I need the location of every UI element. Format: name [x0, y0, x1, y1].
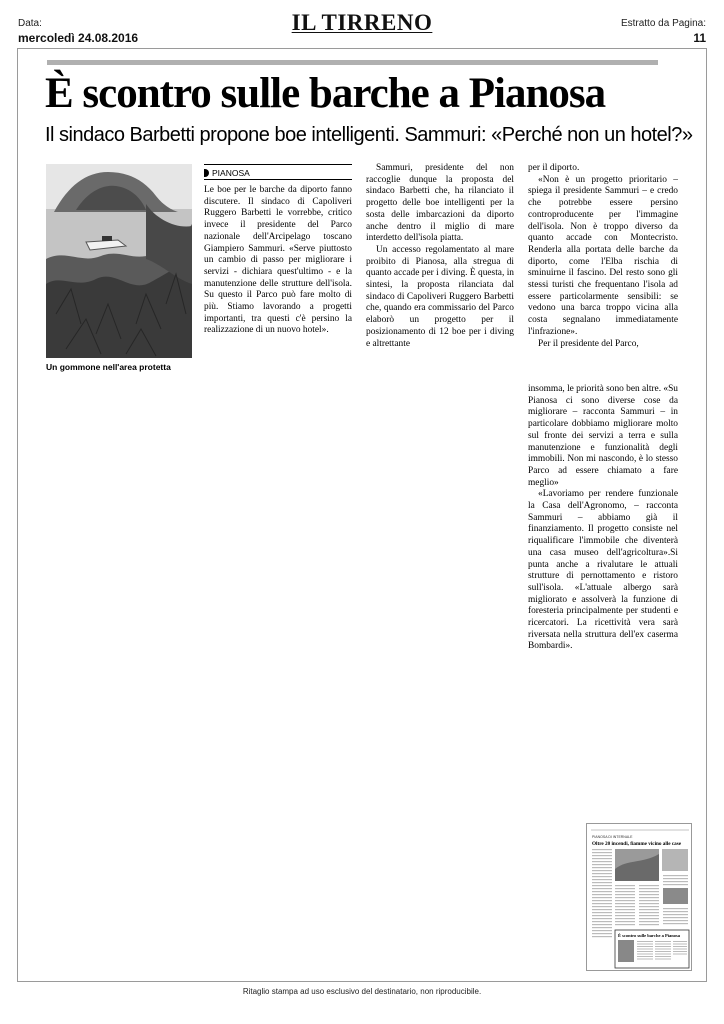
kicker-label: PIANOSA	[212, 168, 250, 178]
article-column-2	[366, 163, 514, 350]
page-label: Estratto da Pagina:	[620, 18, 706, 29]
article-photo	[46, 164, 192, 358]
photo-caption: Un gommone nell'area protetta	[46, 362, 171, 372]
article-column-3b	[528, 384, 678, 653]
page-number: 11	[693, 31, 706, 45]
thumbnail-article-title: È scontro sulle barche a Pianosa	[618, 933, 680, 938]
page-thumbnail-preview	[587, 824, 692, 971]
article-column-3	[528, 163, 678, 350]
section-kicker	[204, 168, 250, 178]
column-3-paragraph-2: «Non è un progetto prioritario – spiega il presidente Sammuri – e credo che potrebbe essere persino controproducente per l'immagine dell'isola. Non è troppo diverso da quanto accade con Montecristo. Renderla alla portata delle barche da diporto, come l'Elba rischia di sminuirne il fascino. Del resto sono gli stessi turisti che frequentano l'isola ad essere particolarmente sensibili: se vedono una barca troppo vicina alla costa segnalano immediatamente l'infrazione».	[528, 174, 678, 337]
thumbnail-kicker: PIANOSA DI INTERNALE	[592, 835, 633, 839]
column-1-paragraph-1: Le boe per le barche da diporto fanno discutere. Il sindaco di Capoliveri Ruggero Barbetti le vorrebbe, critico invece il presidente del Parco nazionale dell'Arcipelago toscano Giampiero Sammuri. «Serve piuttosto un cambio di passo per migliorare i servizi - dichiara quest'ultimo - e la manutenzione delle strutture dell'isola. Su questo il Parco può fare molto di più. Stiamo lavorando a progetti importanti, tra questi c'è persino la realizzazione di un nuovo hotel».	[204, 185, 352, 336]
thumbnail-headline: Oltre 20 incendi, fiamme vicino alle case	[592, 841, 682, 847]
column-3-paragraph-1: per il diporto.	[528, 163, 580, 173]
column-2-paragraph-1: Sammuri, presidente del non raccoglie dunque la proposta del sindaco Barbetti che, ha rilanciato il progetto delle boe intelligenti per la sosta delle imbarcazioni da diporto anche dentro il miglio di mare interdetto dell'isola piatta.	[366, 163, 514, 244]
kicker-bottom-rule	[204, 179, 352, 180]
article-headline: È scontro sulle barche a Pianosa	[45, 70, 606, 117]
kicker-marker-icon	[204, 169, 209, 177]
column-3b-paragraph-1: insomma, le priorità sono ben altre. «Su Pianosa ci sono diverse cose da migliorare – racconta Sammuri – in particolare dobbiamo migliorare molto sul fronte dei servizi a terra e sulla manutenzione e funzionalità degli immobili. Non mi nascondo, è lo stesso Parco ad essere chiamato a fare meglio»	[528, 384, 678, 488]
date-value: mercoledì 24.08.2016	[18, 31, 139, 45]
page-thumbnail	[586, 823, 692, 971]
top-gray-rule	[47, 60, 658, 65]
article-column-1	[204, 185, 352, 337]
column-3-paragraph-3: Per il presidente del Parco,	[538, 338, 639, 349]
column-3b-paragraph-2: «Lavoriamo per rendere funzionale la Casa dell'Agronomo, – racconta Sammuri – abbiamo già il finanziamento. Il progetto consiste nel riqualificare l'immobile che diventerà una casa museo dell'agricoltura».Si punta anche a rivalutare le attuali strutture di pernottamento e ristoro sull'isola. «L'attuale albergo sarà migliorato e assolverà la funzione di foresteria principalmente per studenti e ricercatori. La ricettività vera sarà riversata nella struttura dell'ex caserma Bombardi».	[528, 489, 678, 652]
column-2-paragraph-2: Un accesso regolamentato al mare proibito di Pianosa, alla stregua di quanto accade per i diving. È questa, in sintesi, la proposta rilanciata dal sindaco di Capoliveri Ruggero Barbetti che, quando era commissario del Parco elaborò un progetto per il posizionamento di 12 boe per i diving e altrettante	[366, 244, 514, 349]
kicker-top-rule	[204, 164, 352, 165]
photo-island-boat	[46, 164, 192, 358]
article-subhead: Il sindaco Barbetti propone boe intelligenti. Sammuri: «Perché non un hotel?»	[45, 124, 693, 146]
footer-disclaimer: Ritaglio stampa ad uso esclusivo del destinatario, non riproducibile.	[242, 987, 482, 996]
date-label: Data:	[18, 18, 42, 29]
newspaper-masthead: IL TIRRENO	[291, 10, 433, 35]
